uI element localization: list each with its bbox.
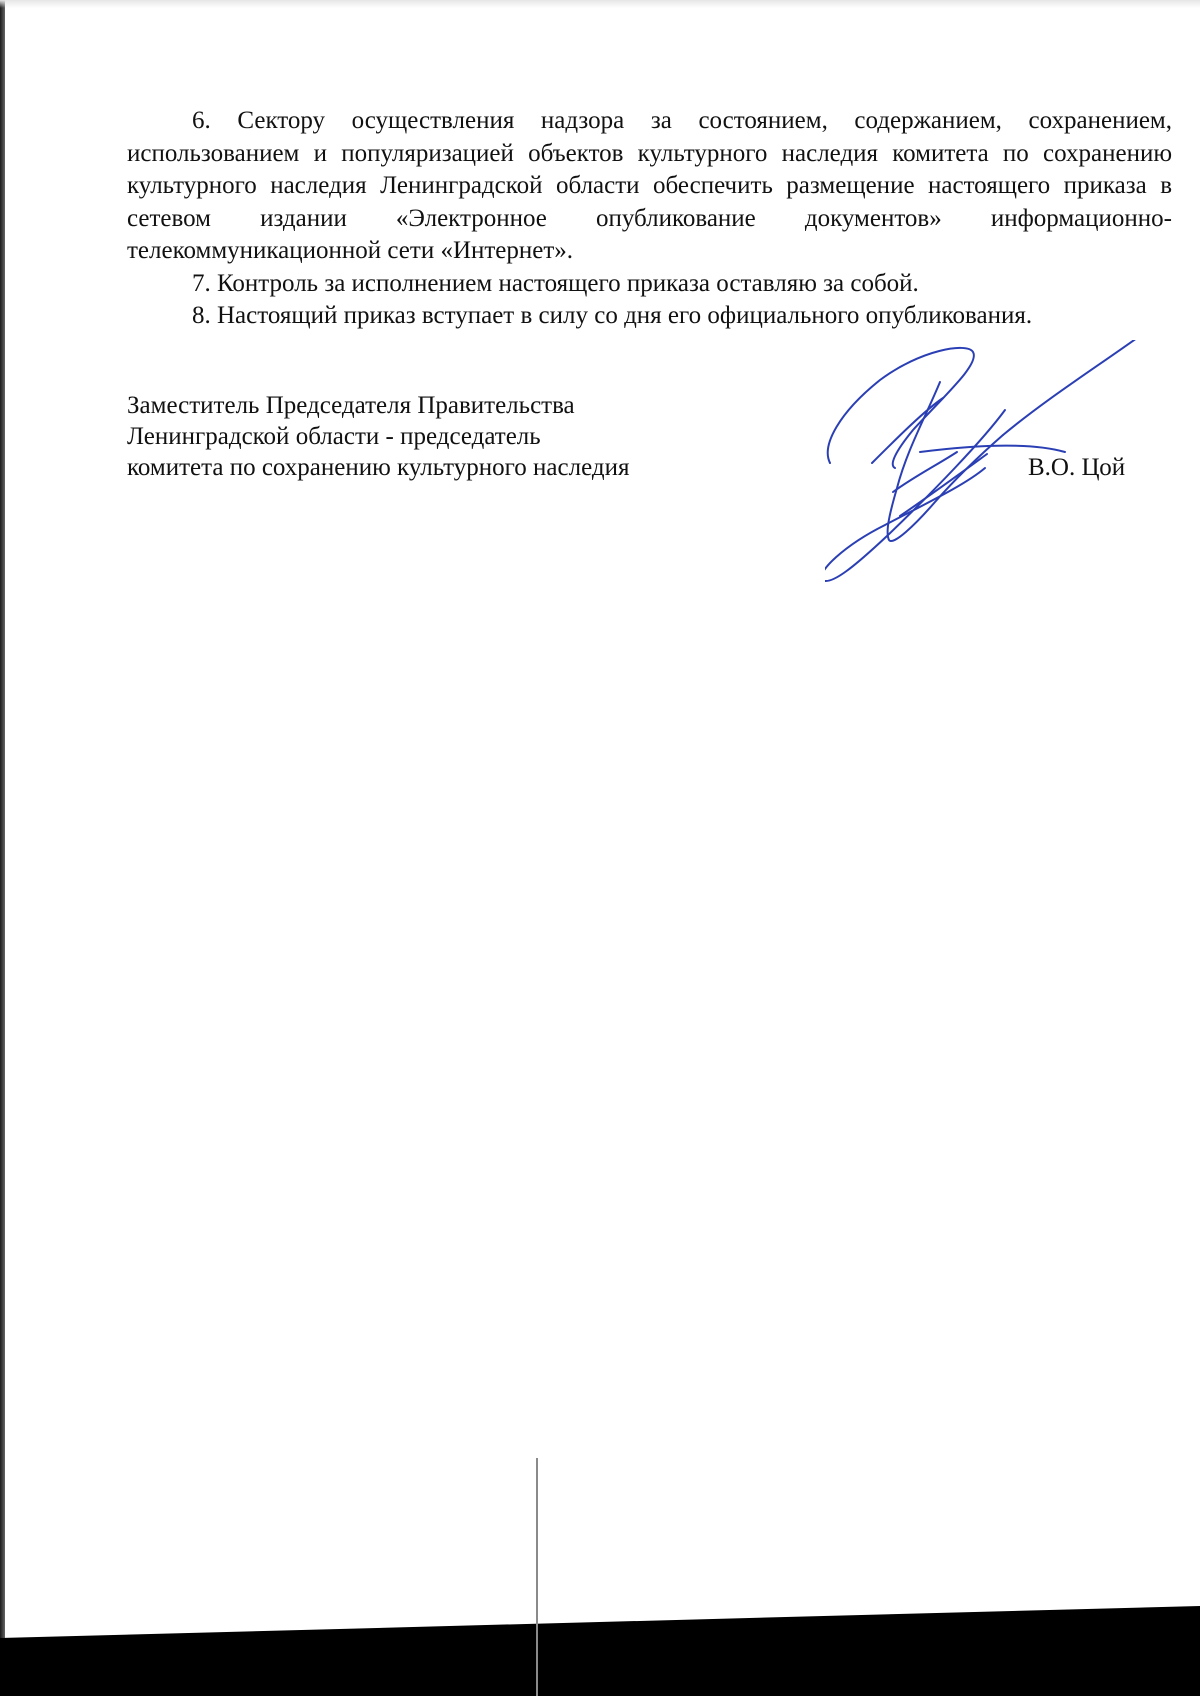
scan-left-edge [0, 0, 5, 1696]
signer-position-line-3: комитета по сохранению культурного наследия [127, 454, 630, 481]
scan-top-shadow [0, 0, 1200, 8]
signer-name: В.О. Цой [1028, 454, 1126, 481]
signer-position-line-1: Заместитель Председателя Правительства [127, 392, 575, 419]
signer-position [127, 390, 629, 483]
binding-line [536, 1458, 538, 1696]
scan-bottom-band [0, 1606, 1200, 1696]
paragraph-8: 8. Настоящий приказ вступает в силу со дня его официального опубликования. [192, 302, 1033, 329]
paragraph-6: 6. Сектору осуществления надзора за состоянием, содержанием, сохранением, использованием и популяризацией объектов культурного наследия комитета по сохранению культурного наследия Ленинградской области обеспечить размещение настоящего приказа в сетевом издании «Электронное опубликование документов» информационно-телекоммуникационной сети «Интернет». [127, 107, 1172, 264]
paragraph-7: 7. Контроль за исполнением настоящего приказа оставляю за собой. [192, 269, 919, 297]
document-body [127, 105, 1172, 333]
signer-position-line-2: Ленинградской области - председатель [127, 423, 541, 450]
